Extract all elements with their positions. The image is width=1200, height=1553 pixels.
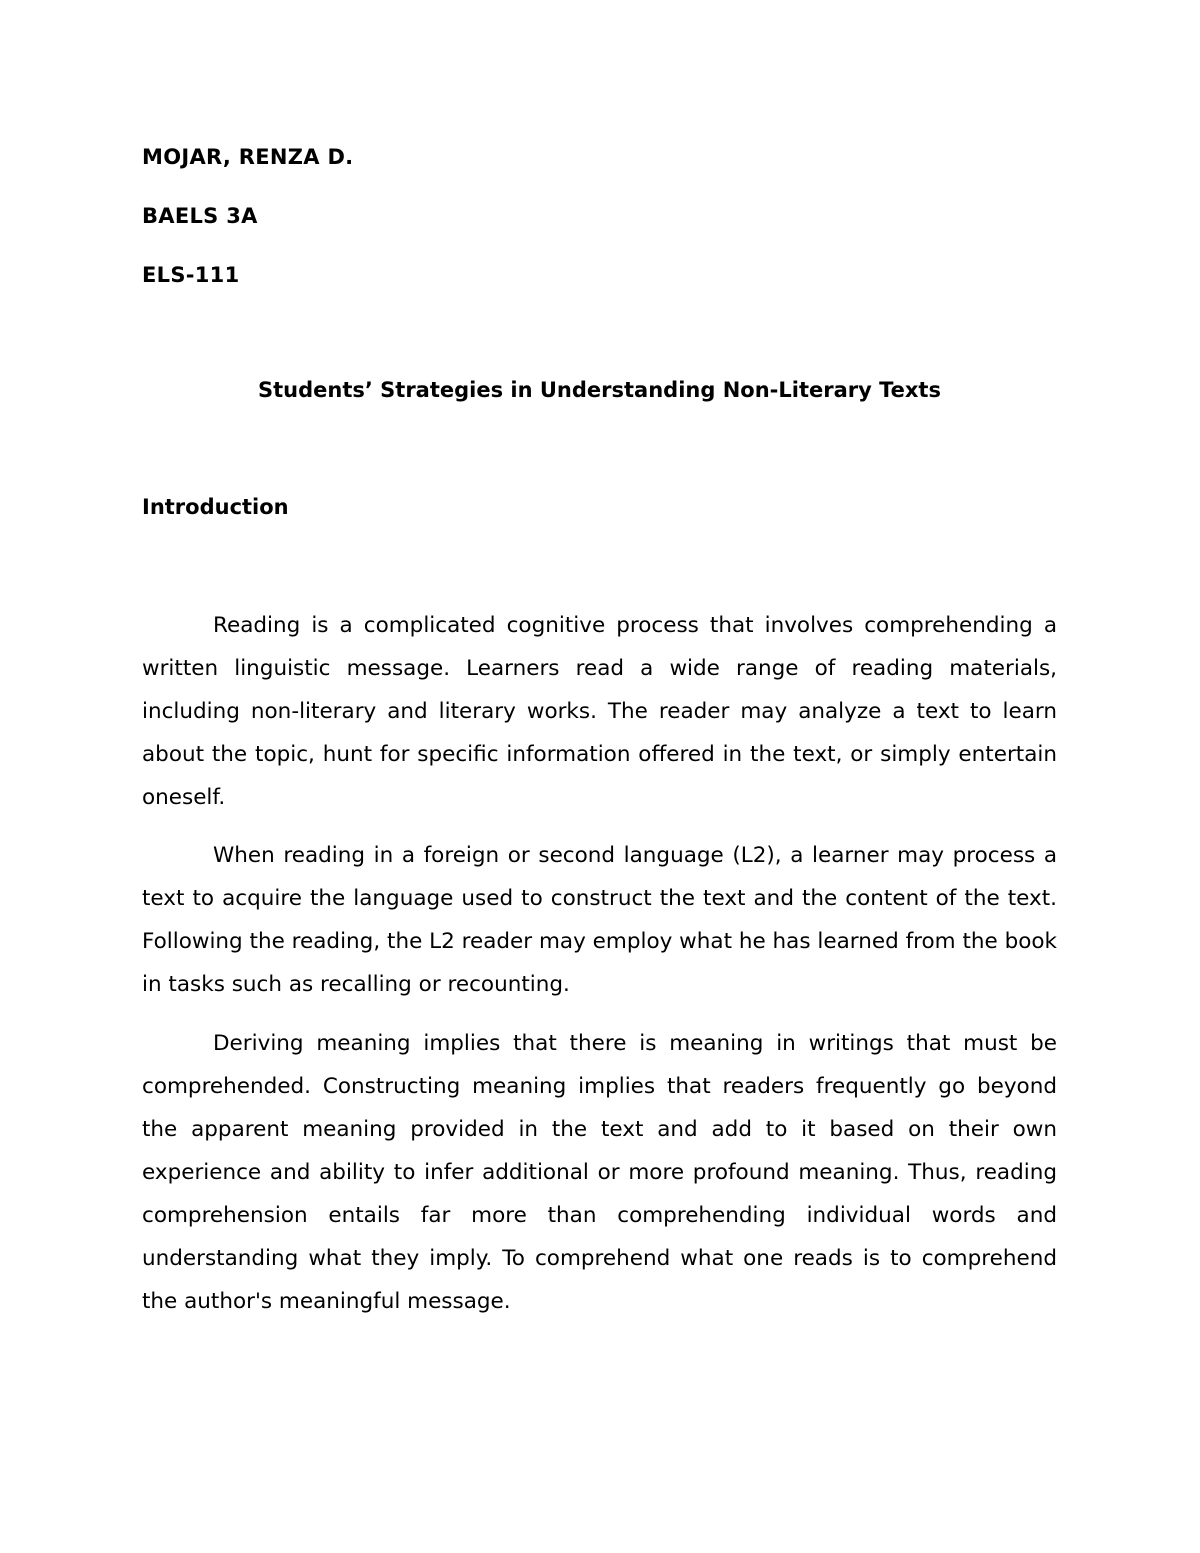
introduction-heading: Introduction bbox=[142, 495, 289, 519]
course-code: ELS-111 bbox=[142, 263, 240, 287]
document-title: Students’ Strategies in Understanding Non-Literary Texts bbox=[258, 378, 941, 402]
student-name: MOJAR, RENZA D. bbox=[142, 145, 354, 169]
paragraph-2: When reading in a foreign or second language (L2), a learner may process a text to acquire the language used to construct the text and the content of the text. Following the reading, the L2 reader may employ what he has learned from the book in tasks such as recalling or recounting. bbox=[142, 843, 1057, 997]
paragraph-1: Reading is a complicated cognitive process that involves comprehending a written linguistic message. Learners read a wide range of reading materials, including non-literary and literary works. The reader may analyze a text to learn about the topic, hunt for specific information offered in the text, or simply entertain oneself. bbox=[142, 613, 1057, 810]
class-section: BAELS 3A bbox=[142, 204, 258, 228]
paragraph-3: Deriving meaning implies that there is meaning in writings that must be comprehended. Constructing meaning implies that readers frequently go beyond the apparent meaning provided in the text and add to it based on their own experience and ability to infer additional or more profound meaning. Thus, reading comprehension entails far more than comprehending individual words and understanding what they imply. To comprehend what one reads is to comprehend the author's meaningful message. bbox=[142, 1031, 1057, 1314]
